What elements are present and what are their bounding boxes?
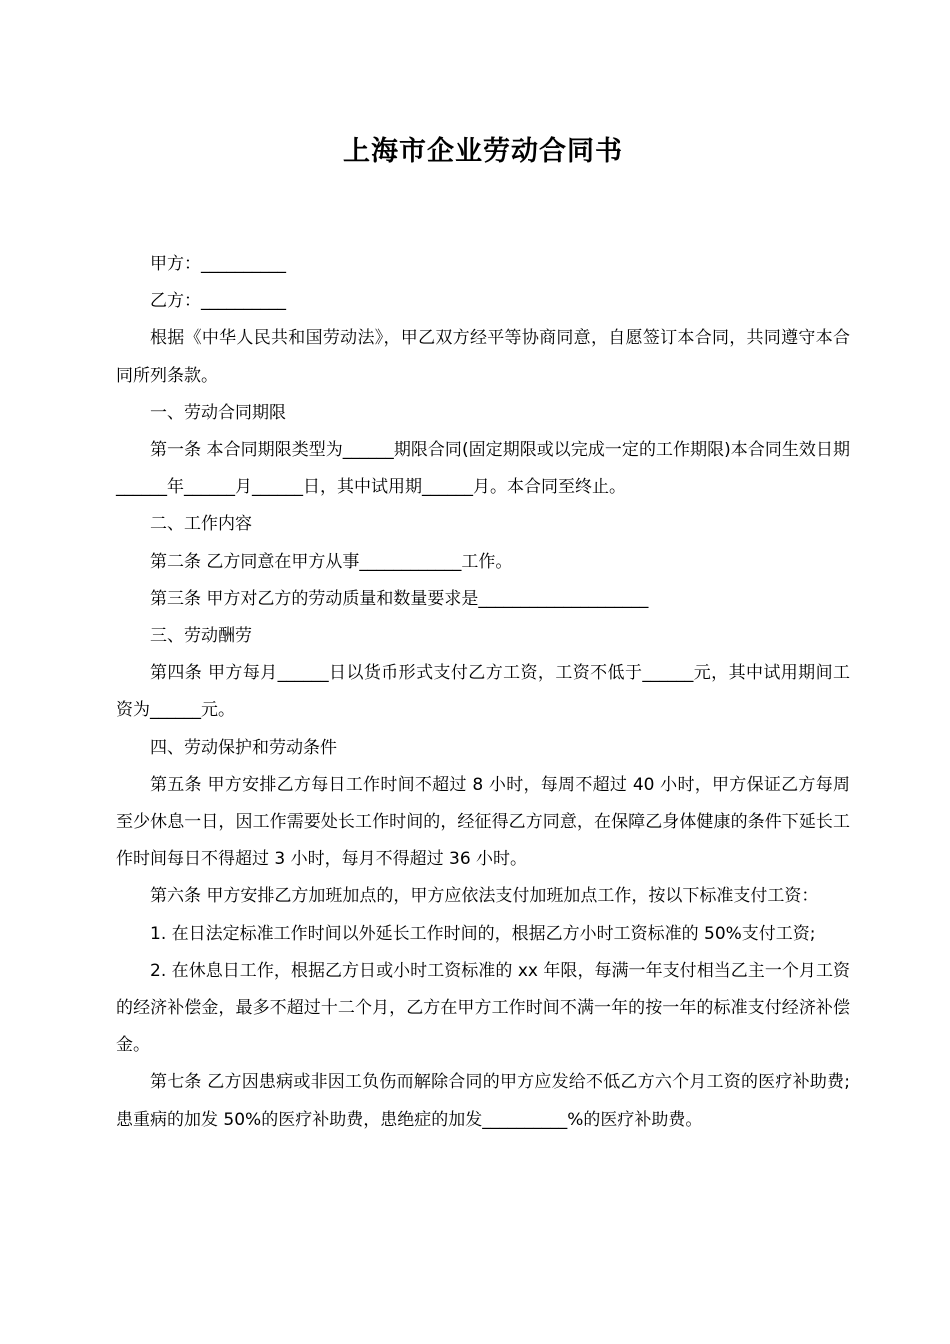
article-3: 第三条 甲方对乙方的劳动质量和数量要求是____________________ (150, 588, 649, 609)
section-heading-pay: 三、劳动酬劳 (150, 626, 252, 647)
section-heading-protection: 四、劳动保护和劳动条件 (150, 737, 337, 758)
section-heading-term: 一、劳动合同期限 (150, 402, 286, 423)
article-1: 第一条 本合同期限类型为______期限合同(固定期限或以完成一定的工作期限)本合同生效日期______年______月______日，其中试用期______月。本合同至终止。 (116, 440, 850, 498)
article-4: 第四条 甲方每月______日以货币形式支付乙方工资，工资不低于______元，其中试用期间工资为______元。 (116, 663, 850, 721)
party-b-line: 乙方：__________ (150, 291, 286, 312)
article-5: 第五条 甲方安排乙方每日工作时间不超过 8 小时，每周不超过 40 小时，甲方保证乙方每周至少休息一日，因工作需要处长工作时间的，经征得乙方同意，在保障乙身体健康的条件下延长工作时间每日不得超过 3 小时，每月不得超过 36 小时。 (116, 774, 850, 870)
article-7: 第七条 乙方因患病或非因工负伤而解除合同的甲方应发给不低乙方六个月工资的医疗补助费;患重病的加发 50%的医疗补助费，患绝症的加发__________%的医疗补助费。 (116, 1072, 850, 1130)
article-6: 第六条 甲方安排乙方加班加点的，甲方应依法支付加班加点工作，按以下标准支付工资： (150, 886, 819, 907)
section-heading-work: 二、工作内容 (150, 514, 252, 535)
article-2: 第二条 乙方同意在甲方从事____________工作。 (150, 551, 513, 572)
document-title: 上海市企业劳动合同书 (343, 136, 623, 167)
party-a-line: 甲方：__________ (150, 254, 286, 274)
article-6-item-2: 2. 在休息日工作，根据乙方日或小时工资标准的 xx 年限，每满一年支付相当乙主一个月工资的经济补偿金，最多不超过十二个月，乙方在甲方工作时间不满一年的按一年的标准支付经济补偿金。 (116, 960, 850, 1056)
document-body (116, 246, 850, 1139)
article-6-item-1: 1. 在日法定标准工作时间以外延长工作时间的，根据乙方小时工资标准的 50%支付工资; (150, 923, 816, 944)
preamble-paragraph: 根据《中华人民共和国劳动法》，甲乙双方经平等协商同意，自愿签订本合同，共同遵守本合同所列条款。 (116, 328, 850, 386)
